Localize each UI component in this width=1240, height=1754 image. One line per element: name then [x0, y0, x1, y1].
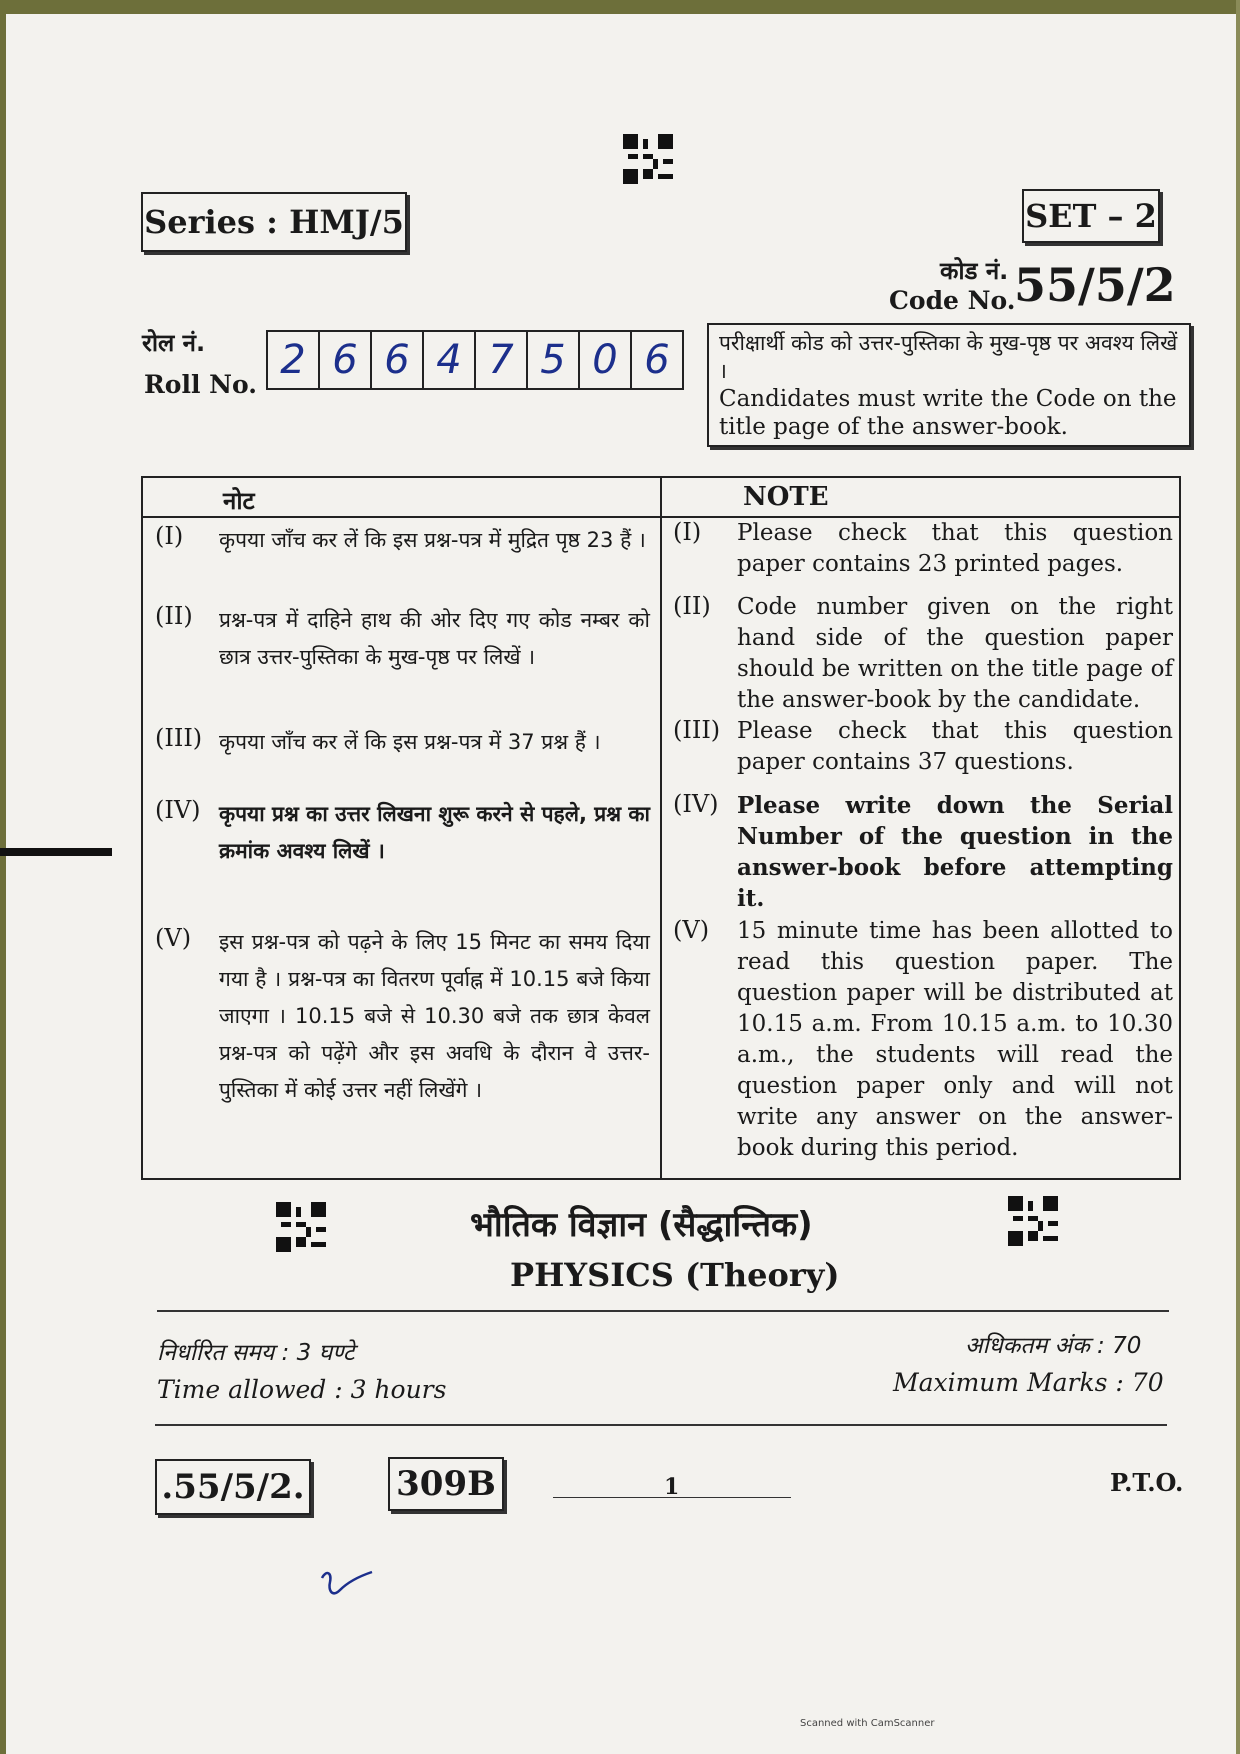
scan-left-edge [0, 0, 6, 1754]
divider [157, 1310, 1169, 1312]
code-number: 55/5/2 [1014, 258, 1176, 312]
code-label-hindi: कोड नं. [940, 257, 1009, 285]
page-number: 1 [664, 1474, 680, 1500]
roll-digit: 2 [266, 330, 320, 390]
candidate-note: Candidates must write the Code on the title page of the answer-book. [719, 386, 1177, 440]
set-box: SET – 2 [1022, 189, 1160, 243]
divider [155, 1424, 1167, 1426]
code-label: Code No. [889, 286, 1016, 315]
roll-label-hindi: रोल नं. [142, 329, 206, 357]
note-item-hindi: (II) प्रश्न-पत्र में दाहिने हाथ की ओर दिए गए कोड नम्बर को छात्र उत्तर-पुस्तिका के मुख-पृष्ठ पर लिखें । [155, 602, 650, 669]
roll-digit: 6 [372, 330, 424, 390]
note-item: (II) Code number given on the right hand side of the question paper should be written on the title page of the answer-book by the candidate. [673, 592, 1173, 713]
note-item: (III) Please check that this question paper contains 37 questions. [673, 716, 1173, 775]
note-item-hindi: (V) इस प्रश्न-पत्र को पढ़ने के लिए 15 मिनट का समय दिया गया है । प्रश्न-पत्र का वितरण पूर्वाह्न में 10.15 बजे किया जाएगा । 10.15 बजे से 10.30 बजे तक छात्र केवल प्रश्न-पत्र को पढ़ेंगे और इस अवधि के दौरान वे उत्तर-पुस्तिका में कोई उत्तर नहीं लिखेंगे । [155, 924, 650, 1102]
maximum-marks-hindi: अधिकतम अंक : 70 [965, 1333, 1142, 1359]
note-heading: NOTE [743, 482, 829, 512]
pto-label: P.T.O. [1110, 1468, 1184, 1497]
note-heading-hindi: नोट [223, 487, 255, 515]
note-item-hindi: (I) कृपया जाँच कर लें कि इस प्रश्न-पत्र में मुद्रित पृष्ठ 23 हैं । [155, 522, 646, 552]
qr-code-icon [276, 1202, 326, 1252]
candidate-instruction-box [707, 323, 1191, 447]
margin-mark [0, 848, 112, 856]
roll-digit: 0 [580, 330, 632, 390]
maximum-marks: Maximum Marks : 70 [893, 1368, 1164, 1397]
series-box: Series : HMJ/5 [141, 192, 407, 252]
subject-title: PHYSICS (Theory) [510, 1256, 840, 1294]
roll-digit: 4 [424, 330, 476, 390]
note-item: (I) Please check that this question paper contains 23 printed pages. [673, 518, 1173, 577]
note-item-hindi: (III) कृपया जाँच कर लें कि इस प्रश्न-पत्र में 37 प्रश्न हैं । [155, 724, 601, 754]
roll-label: Roll No. [144, 370, 257, 399]
roll-digit: 6 [320, 330, 372, 390]
scan-right-edge [1236, 0, 1240, 1754]
qr-code-icon [1008, 1196, 1058, 1246]
scanner-watermark: Scanned with CamScanner [800, 1718, 935, 1729]
roll-digit: 5 [528, 330, 580, 390]
handwritten-tick-mark [318, 1568, 376, 1602]
time-allowed-hindi: निर्धारित समय : 3 घण्टे [157, 1340, 355, 1366]
footer-code-box: .55/5/2. [155, 1459, 311, 1515]
time-allowed: Time allowed : 3 hours [157, 1375, 447, 1404]
roll-digit: 6 [632, 330, 684, 390]
scan-top-edge [0, 0, 1240, 14]
paper-code-box: 309B [388, 1457, 504, 1511]
note-item: (V) 15 minute time has been allotted to read this question paper. The question paper will be distributed at 10.15 a.m. From 10.15 a.m. to 10.30 a.m., the students will read the question paper only and will not write any answer on the answer-book during this period. [673, 916, 1173, 1161]
note-item: (IV) Please write down the Serial Number of the question in the answer-book before attempting it. [673, 790, 1173, 912]
note-item-hindi: (IV) कृपया प्रश्न का उत्तर लिखना शुरू करने से पहले, प्रश्न का क्रमांक अवश्य लिखें । [155, 796, 650, 863]
subject-title-hindi: भौतिक विज्ञान (सैद्धान्तिक) [470, 1205, 813, 1245]
candidate-note-hindi: परीक्षार्थी कोड को उत्तर-पुस्तिका के मुख-पृष्ठ पर अवश्य लिखें । [719, 331, 1178, 383]
qr-code-icon [623, 134, 673, 184]
roll-number-boxes [266, 330, 684, 386]
roll-digit: 7 [476, 330, 528, 390]
note-table [141, 476, 1181, 1180]
